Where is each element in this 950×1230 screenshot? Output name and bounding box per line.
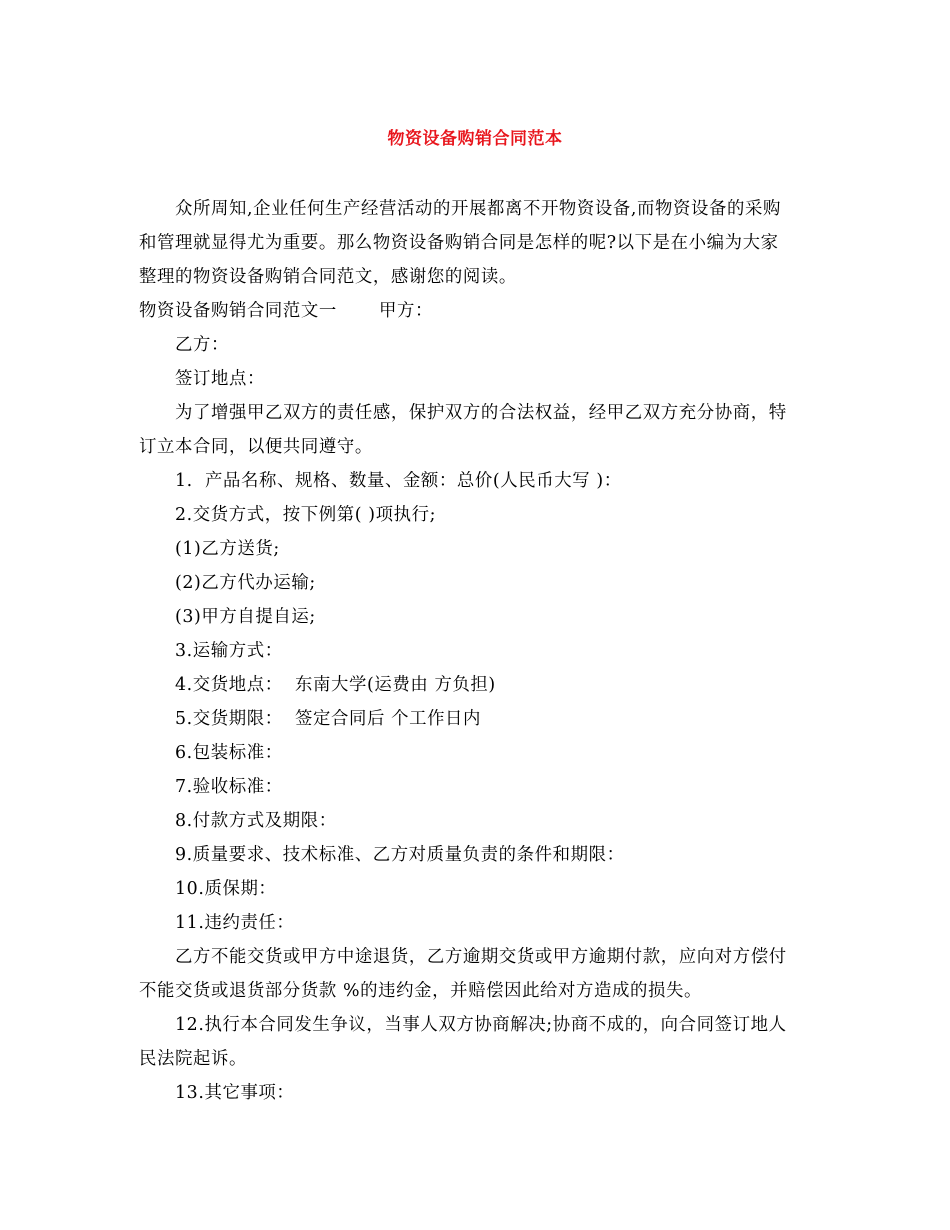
- clause-item: (1)乙方送货;: [175, 539, 280, 559]
- breach-line-1: 乙方不能交货或甲方中途退货，乙方逾期交货或甲方逾期付款，应向对方偿付: [175, 947, 787, 967]
- dispute-line-1: 12.执行本合同发生争议，当事人双方协商解决;协商不成的，向合同签订地人: [175, 1015, 787, 1035]
- clause-item: 11.违约责任：: [175, 913, 295, 933]
- document-title: 物资设备购销合同范本: [387, 129, 563, 149]
- clause-item: 2.交货方式，按下例第( )项执行;: [175, 505, 437, 525]
- clause-item: 8.付款方式及期限：: [175, 811, 337, 831]
- clause-item: (2)乙方代办运输;: [175, 573, 316, 593]
- clause-item: 10.质保期：: [175, 879, 277, 899]
- clause-item: 7.验收标准：: [175, 777, 283, 797]
- intro-line-1: 众所周知,企业任何生产经营活动的开展都离不开物资设备,而物资设备的采购: [175, 199, 781, 219]
- clause-item: 4.交货地点： 东南大学(运费由 方负担): [175, 675, 496, 695]
- intro-line-2: 和管理就显得尤为重要。那么物资设备购销合同是怎样的呢?以下是在小编为大家: [139, 233, 779, 253]
- section-heading: 物资设备购销合同范文一 甲方：: [139, 301, 433, 321]
- party-b-label: 乙方：: [175, 335, 229, 355]
- purpose-line-1: 为了增强甲乙双方的责任感，保护双方的合法权益，经甲乙双方充分协商，特: [175, 403, 787, 423]
- clause-item: 3.运输方式：: [175, 641, 283, 661]
- clause-item: (3)甲方自提自运;: [175, 607, 316, 627]
- breach-line-2: 不能交货或退货部分货款 %的违约金，并赔偿因此给对方造成的损失。: [139, 981, 702, 1001]
- dispute-line-2: 民法院起诉。: [139, 1049, 247, 1069]
- purpose-line-2: 订立本合同，以便共同遵守。: [139, 437, 373, 457]
- clause-item: 1. 产品名称、规格、数量、金额：总价(人民币大写 )：: [175, 471, 622, 491]
- clause-item: 5.交货期限： 签定合同后 个工作日内: [175, 709, 482, 729]
- clause-item: 6.包装标准：: [175, 743, 283, 763]
- clause-item: 9.质量要求、技术标准、乙方对质量负责的条件和期限：: [175, 845, 625, 865]
- intro-line-3: 整理的物资设备购销合同范文，感谢您的阅读。: [139, 267, 517, 287]
- signing-place-label: 签订地点：: [175, 369, 265, 389]
- document-body: [139, 192, 813, 1110]
- other-matters: 13.其它事项：: [175, 1083, 295, 1103]
